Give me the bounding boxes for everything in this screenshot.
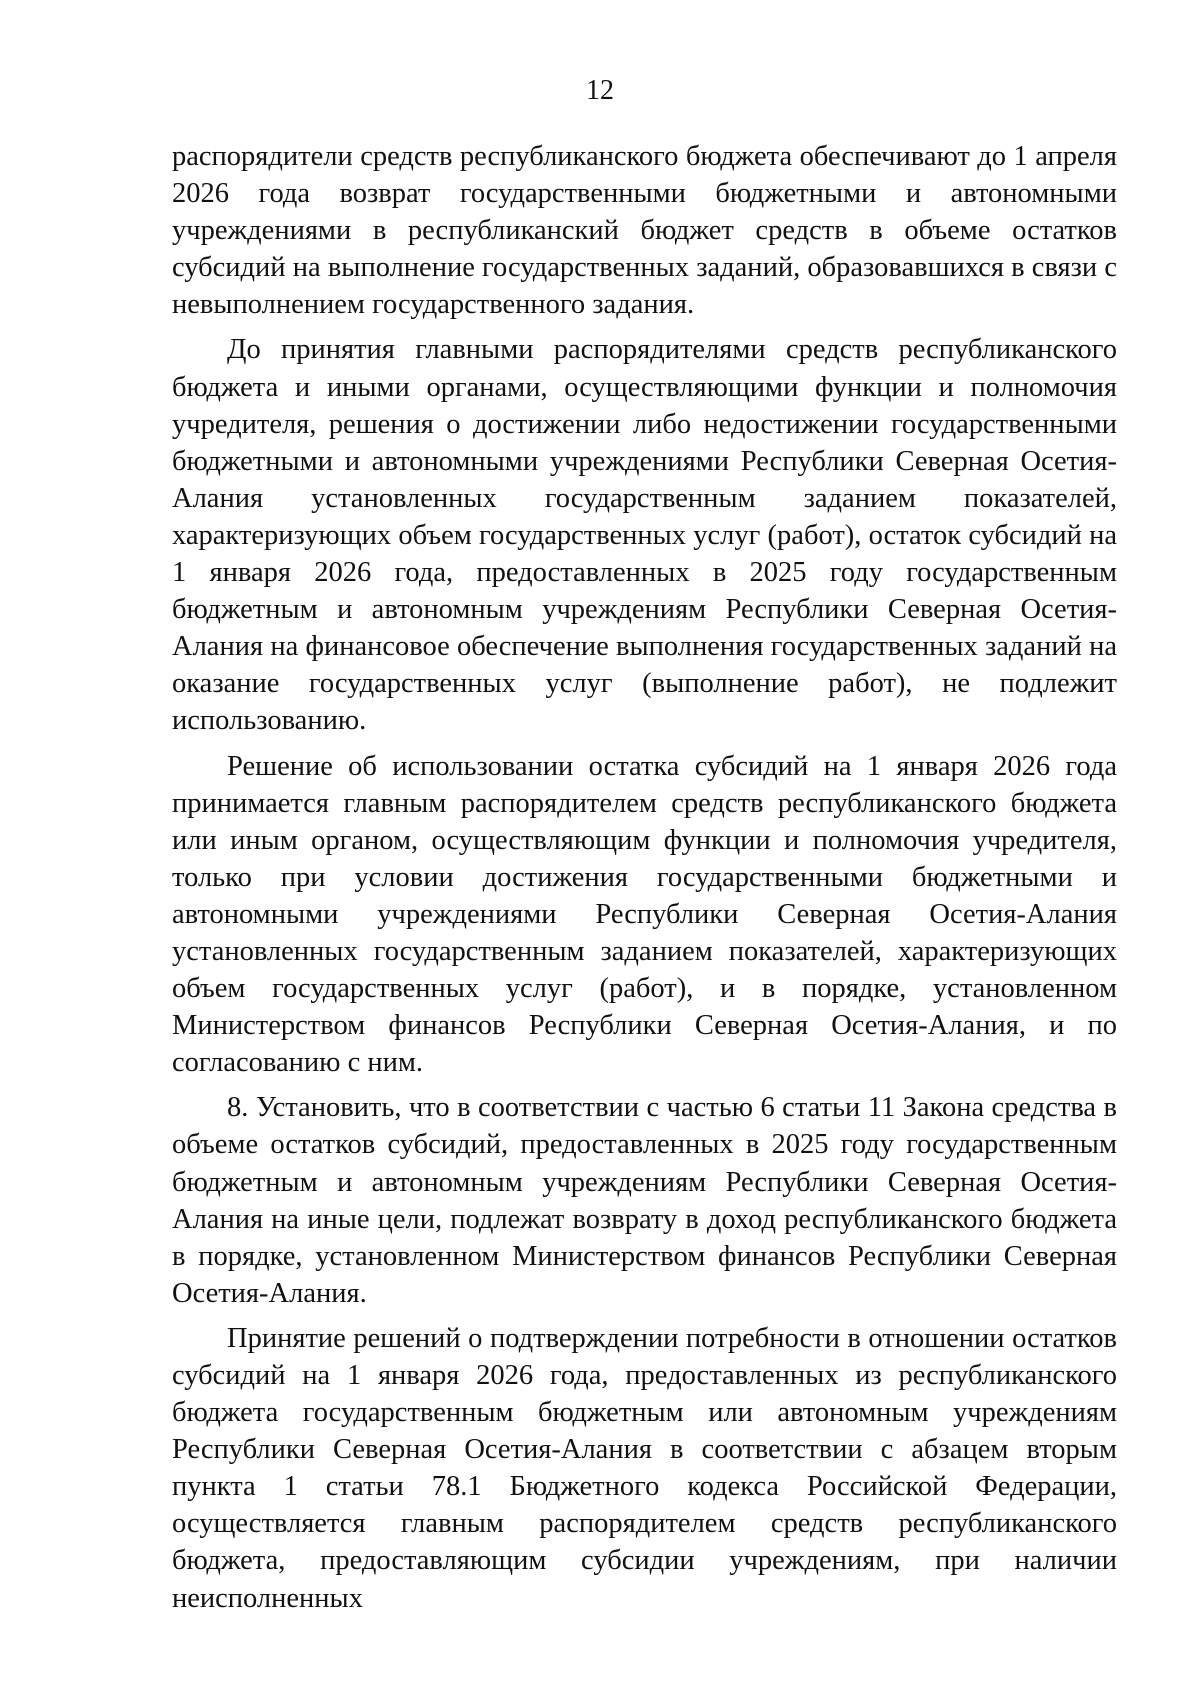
page-number: 12 <box>586 75 614 106</box>
paragraph-item-8: 8. Установить, что в соответствии с частью 6 статьи 11 Закона средства в объеме остатков субсидий, предоставленных в 2025 году государственным бюджетным и автономным учреждениям Республики Северная Осетия-Алания на иные цели, подлежат возврату в доход республиканского бюджета в порядке, установленном Министерством финансов Республики Северная Осетия-Алания. <box>172 1092 1117 1309</box>
paragraph-continuation: распорядители средств республиканского бюджета обеспечивают до 1 апреля 2026 года возврат государственными бюджетными и автономными учреждениями в республиканский бюджет средств в объеме остатков субсидий на выполнение государственных заданий, образовавшихся в связи с невыполнением государственного задания. <box>172 141 1117 321</box>
document-body <box>172 138 1117 1617</box>
paragraph: До принятия главными распорядителями средств республиканского бюджета и иными органами, осуществляющими функции и полномочия учредителя, решения о достижении либо недостижении государственными бюджетными и автономными учреждениями Республики Северная Осетия-Алания установленных государственным заданием показателей, характеризующих объем государственных услуг (работ), остаток субсидий на 1 января 2026 года, предоставленных в 2025 году государственным бюджетным и автономным учреждениям Республики Северная Осетия-Алания на финансовое обеспечение выполнения государственных заданий на оказание государственных услуг (выполнение работ), не подлежит использованию. <box>172 334 1117 737</box>
paragraph: Принятие решений о подтверждении потребности в отношении остатков субсидий на 1 января 2026 года, предоставленных из республиканского бюджета государственным бюджетным или автономным учреждениям Республики Северная Осетия-Алания в соответствии с абзацем вторым пункта 1 статьи 78.1 Бюджетного кодекса Российской Федерации, осуществляется главным распорядителем средств республиканского бюджета, предоставляющим субсидии учреждениям, при наличии неисполненных <box>172 1322 1117 1614</box>
paragraph: Решение об использовании остатка субсидий на 1 января 2026 года принимается главным распорядителем средств республиканского бюджета или иным органом, осуществляющим функции и полномочия учредителя, только при условии достижения государственными бюджетными и автономными учреждениями Республики Северная Осетия-Алания установленных государственным заданием показателей, характеризующих объем государственных услуг (работ), и в порядке, установленном Министерством финансов Республики Северная Осетия-Алания, и по согласованию с ним. <box>172 750 1117 1079</box>
